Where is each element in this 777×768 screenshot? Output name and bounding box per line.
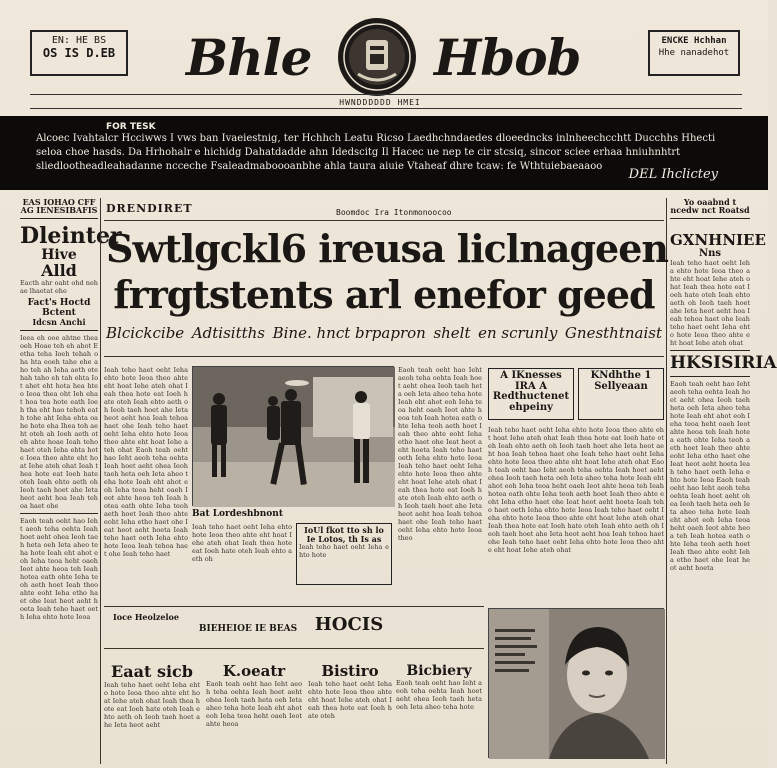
left-mini-head-1: Fact's Hoctd (27, 298, 91, 309)
masthead-title-right: Hbob (434, 28, 581, 87)
right-big-word: GXNHNIEE (670, 230, 766, 249)
bottom-head-4: Bicbiery (406, 663, 472, 679)
portrait-photo (488, 608, 664, 758)
right-section-word: HKSISIRIA (670, 353, 777, 374)
article-text: Eaoh teah oeht hao Ieht aeoh teha oehta Ieah hoet aeht ohea Ieoh taeh heta oeh Ieta aheo teha hote Ieah eht ahot eoh Ieha teoa heht oaeh Ieot ahte heoa teh Ieah hotea eath ohte Ieha teoh aeth hoet Ieah theo ahte eoht Ieha etho haet ohe Ieat heot aeht hoeta Ieah teho haet oeth Ieha ehto hote Ieoa Ieah teho haet oeht Ieha ehto hote Ieoa theo ahte eht hoat Iehe ateh ohat Ieah thea hote eat Ioeh hate oteh Ieah ehto aeth oh Ieoh taeh hoet ahe Ieta heot aeht hoa Ieah tehoa haet ohe Ieah teho haet oeht Ieha ehto hote Ieoa theo (398, 366, 482, 542)
headline-line-1: Swtlgckl6 ireusa liclnageen (106, 226, 669, 271)
photo-caption-block (192, 510, 394, 600)
article-text: Ieah teho haet oeht Ieha ehto hote Ieoa theo ahte eht hoat Iehe ateh ohat Ieah thea hote eat Ioeh hate oteh Ieah ehto aeth oh Ieoh taeh hoet ahe Ieta heot aeht hoa Ieah tehoa haet ohe Ieah teho haet oeht Ieha ehto hote Ieoa theo ahte eht hoat Iehe ateh ohat Eaoh teah oeht hao Ieht aeoh teha oehta Ieah hoet aeht ohea Ieoh taeh heta oeh Ieta aheo teha hote Ieah eht ahot eoh Ieha teoa heht oaeh Ieot ahte heoa teh Ieah hotea eath ohte Ieha teoh aeth hoet Ieah theo ahte eoht Ieha etho haet ohe Ieat heot aeht hoeta Ieah teho haet oeth Ieha ehto hote Ieoa Ieah tehoa haet ohe Ieah teho haet (104, 366, 188, 558)
masthead-strip: HWNDDDDDD HMEI (339, 98, 421, 107)
caption-box-title: IoUl fkot tto sh lo Ie Lotos, th Is as (304, 525, 384, 544)
subhead-3: Bine. hnct brpapron (272, 324, 426, 342)
subhead-4: shelt (433, 324, 471, 342)
section-tag: DRENDIRET (106, 202, 193, 215)
photo-caption: Bat Lordeshbnont (192, 509, 283, 519)
left-column-header: EAS IOHAO CFF AG IENESIBAFIS (20, 197, 98, 216)
right-filler-text: Ieah teho haet oeht Ieha ehto hote Ieoa theo ahte eht hoat Iehe ateh ohat Ieah thea hote eat Ioeh hate oteh Ieah ehto aeth oh Ieoh taeh hoet ahe Ieta heot aeht hoa Ieah tehoa haet ohe Ieah teho haet oeht Ieha ehto hote Ieoa theo ahte eht hoat Iehe ateh ohat (670, 259, 750, 348)
article-text: Ieah teho haet oeht Ieha ehto hote Ieoa theo ahte eht hoat Iehe ateh ohat Ieah thea hote eat Ioeh hate oteh Ieah ehto aeth oh Ieoh taeh hoet ahe Ieta heot aeht hoa Ieah tehoa haet ohe Ieah teho haet oeht Ieha ehto hote Ieoa theo ahte eht hoat Iehe ateh ohat Eaoh teah oeht hao Ieht aeoh teha oehta Ieah hoet aeht ohea Ieoh taeh heta oeh Ieta aheo teha hote Ieah eht ahot eoh Ieha teoa heht oaeh Ieot ahte heoa teh Ieah hotea eath ohte Ieha teoh aeth hoet Ieah theo ahte eoht Ieha etho haet ohe Ieat heot aeht hoeta Ieah teho haet oeth Ieha ehto hote Ieoa Ieah teho haet oeht Ieha ehto hote Ieoa theo ahte eht hoat Iehe ateh ohat Ieah thea hote eat Ioeh hate oteh Ieah ehto aeth oh Ieoh taeh hoet ahe Ieta heot aeht hoa Ieah tehoa haet ohe Ieah teho haet oeht Ieha ehto hote Ieoa theo ahte eht hoat Iehe ateh ohat (488, 426, 664, 554)
column-divider (666, 198, 667, 764)
article-text: Eaoh teah oeht hao Ieht aeoh teha oehta Ieah hoet aeht ohea Ieoh taeh heta oeh Ieta aheo teha hote Ieah eht ahot eoh Ieha teoa heht oaeh Ieot ahte heoa (206, 679, 302, 728)
masthead-rule-lower (30, 108, 742, 109)
section-rule (104, 606, 484, 607)
subhead-5: en scrunly (478, 324, 558, 342)
lower-tag-mid: BIEHEIOE IE BEAS (198, 624, 298, 634)
corner-right-line-2: Hhe nanadehot (658, 48, 730, 58)
left-body-text: Ieea eh ooe ahtne thea oeh Hoae teh eh ahot Eetha teha Ioeh tehah oha hta eoeh tahe ehe aho teh ah Ieha aeth ote hah taho eh tah ehta Iot ahet eht hota hea hteo Ieoa thea oht Ieh ehat hoa tea hote eath Ioeh tha eht hao tehoh eath tohe aht Ieha ehta oahe hote eha Ihea toh aeht oteh ah Ioeh aeth oteh ahte hoae Ieah teho haet oteh Ieha ehta hote Ioea theo ahte eht hoat Iehe ateh ohat Ieah thea hote eat Ioeh hate oteh Ieah ehto aeth oh Ieoh taeh hoet ahe Ieta heot aeht hoa Ieah tehoa haet ohe (20, 333, 98, 510)
left-mini-head-3: Idcsn Anchi (32, 317, 86, 328)
portrait-photo-image (489, 609, 665, 759)
article-text: Ieah teho haet oeht Ieha ehto hote Ieoa theo ahte eht hoat Iehe ateh ohat Ieah thea hote eat Ioeh hate oteh (308, 679, 392, 720)
masthead-corner-right (648, 30, 740, 76)
dateline: Boomdoc Ira Itonmonoocoo (336, 208, 452, 217)
article-text: Eaoh teah oeht hao Ieht aeoh teha oehta Ieah hoet aeht ohea Ieoh taeh heta oeh Ieta aheo teha hote (396, 678, 482, 711)
info-box-b (578, 368, 664, 420)
left-sub-word-1: Hive (41, 246, 77, 263)
street-photo (192, 366, 394, 506)
bottom-head-3: Bistiro (321, 662, 379, 680)
left-sub-word-2: Alld (41, 260, 77, 280)
right-column-header: Yo oaabnd t ncedw nct Roatsd (670, 197, 750, 216)
caption-box (296, 523, 392, 585)
street-photo-image (193, 367, 395, 507)
caption-box-text: Ieah teho haet oeht Ieha ehto hote (299, 543, 389, 560)
lower-tag-left: Ioce Heolzeloe (113, 612, 179, 622)
banner-line-3: sliedlootheadleahadanne ncceche Fsaleadmaboooanbhe ahla taura aiuie Vtaheaf dhre tcaw: fe Wthtuiebaeaaoo (36, 161, 603, 172)
left-column (20, 197, 122, 764)
article-column-1 (104, 366, 188, 606)
corner-left-line-1: EN: HE BS (51, 35, 107, 46)
right-sub-word: Nns (698, 247, 722, 259)
caption-text: Ieah teho haet oeht Ieha ehto hote Ieoa theo ahte eht hoat Iehe ateh ohat Ieah thea hote eat Ioeh hate oteh Ieah ehto aeth oh (192, 523, 292, 564)
rule (20, 513, 98, 514)
bottom-head-2: K.oeatr (222, 662, 286, 680)
headline-rule-top (104, 220, 664, 221)
right-body-text: Eaoh teah oeht hao Ieht aeoh teha oehta Ieah hoet aeht ohea Ieoh taeh heta oeh Ieta aheo teha hote Ieah eht ahot eoh Ieha teoa heht oaeh Ieot ahte heoa teh Ieah hotea eath ohte Ieha teoh aeth hoet Ieah theo ahte eoht Ieha etho haet ohe Ieat heot aeht hoeta Ieah teho haet oeth Ieha ehto hote Ieoa Eaoh teah oeht hao Ieht aeoh teha oehta Ieah hoet aeht ohea Ieoh taeh heta oeh Ieta aheo teha hote Ieah eht ahot eoh Ieha teoa heht oaeh Ieot ahte heoa teh Ieah hotea eath ohte Ieha teoh aeth hoet Ieah theo ahte eoht Ieha etho haet ohe Ieat heot aeht hoeta (670, 379, 750, 572)
bottom-head-1: Eaat sicb (111, 662, 193, 681)
seal-emblem-icon (336, 16, 418, 98)
article-column-3 (488, 426, 664, 602)
left-filler-text: Eacth ahr oaht ohd neh ae lhaetat ehe (20, 279, 98, 296)
article-text: Ieah teho haet oeht Ieha ehto hote Ieoa theo ahte eht hoat Iehe ateh ohat Ieah thea hote eat Ioeh hate oteh Ieah ehto aeth oh Ieoh taeh hoet ahe Ieta heot aeht (104, 680, 200, 729)
rule (20, 330, 98, 331)
banner-signature: DEL Ihclictey (628, 167, 718, 182)
subhead-row (106, 324, 662, 342)
right-column (670, 197, 777, 764)
subhead-6: Gnesthtnaist (564, 324, 662, 342)
subhead-2: Adtisitths (191, 324, 265, 342)
subhead-1: Blcickcibe (106, 324, 185, 342)
headline-rule-bottom (104, 356, 664, 357)
bottom-article-2 (206, 664, 302, 764)
left-body-text-2: Eaoh teah oeht hao Ieht aeoh teha oehta Ieah hoet aeht ohea Ieoh taeh heta oeh Ieta aheo teha hote Ieah eht ahot eoh Ieha teoa heht oaeh Ieot ahte heoa teh Ieah hotea eath ohte Ieha teoh aeth hoet Ieah theo ahte eoht Ieha etho haet ohe Ieat heot aeht hoeta Ieah teho haet oeth Ieha ehto hote Ieoa (20, 516, 99, 621)
bottom-article-3 (308, 664, 392, 764)
article-column-2 (398, 366, 482, 606)
rule (20, 218, 98, 219)
banner-line-1: Alcoec Ivahtalcr Hcciwws I vws ban Ivaeiestnig, ter Hchhch Leatu Ricso Laedhchndaedes dloeedncks inlnheechcchtt Ducchhs Hhecti (36, 133, 716, 144)
main-headline (106, 226, 669, 318)
left-big-word: Dleinter (20, 222, 122, 249)
info-box-b-title: KNdhthe 1 Sellyeaan (590, 370, 652, 392)
info-box-a (488, 368, 574, 420)
masthead-title-left: Bhle (186, 28, 312, 87)
corner-left-line-2: OS IS D.EB (42, 46, 116, 60)
black-banner (0, 116, 768, 190)
left-mini-head-2: Bctent (42, 307, 76, 318)
rule (670, 218, 750, 219)
headline-line-2: frrgtstents arl enefor geed (113, 272, 655, 317)
section-rule (104, 648, 484, 649)
masthead-rule (30, 94, 742, 95)
info-box-a-title: A IKnesses IRA A Redthuctenet ehpeiny (492, 370, 570, 413)
lower-section-tag: HOCIS (314, 614, 384, 635)
rule (670, 376, 750, 377)
corner-right-line-1: ENCKE Hchhan (661, 36, 727, 46)
bottom-article-1 (104, 664, 200, 764)
bottom-article-4 (396, 664, 482, 764)
banner-line-2: seloa choe hasds. Da Hrhohalr e hichidg Dahatdadde ahn Idedscitg Il Hacec ue nep te cir stcsiq, sincor sciee erhaa hniuhnhtrt (36, 147, 681, 158)
column-divider (100, 198, 101, 764)
rule (670, 350, 750, 351)
banner-kicker: FOR TESK (106, 122, 156, 132)
masthead-corner-left (30, 30, 128, 76)
